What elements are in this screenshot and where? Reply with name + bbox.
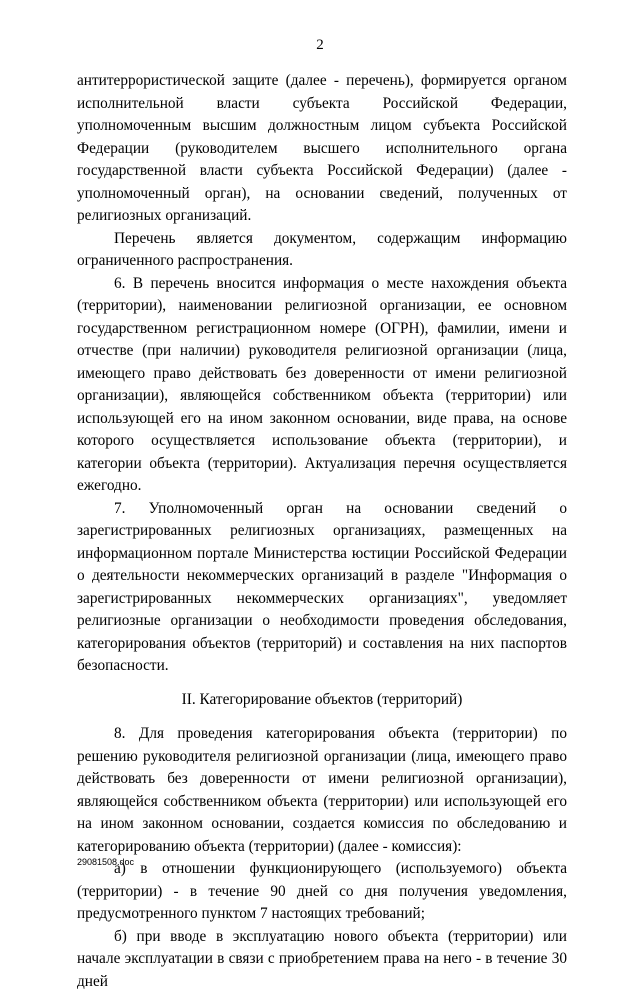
paragraph-continuation: антитеррористической защите (далее - перечень), формируется органом исполнительной власти субъекта Российской Федерации, уполномоченным высшим должностным лицом субъекта Российской Федерации (руководителем высшего исполнительного органа государственной власти субъекта Российской Федерации) (далее - уполномоченный орган), на основании сведений, полученных от религиозных организаций. [77, 70, 567, 228]
paragraph-item-6: 6. В перечень вносится информация о месте нахождения объекта (территории), наименовании религиозной организации, ее основном государственном регистрационном номере (ОГРН), фамилии, имени и отчестве (при наличии) руководителя религиозной организации (лица, имеющего право действовать без доверенности от имени религиозной организации), являющейся собственником объекта (территории) или использующей его на ином законном основании, виде права, на основе которого осуществляется использование объекта (территории), и категории объекта (территории). Актуализация перечня осуществляется ежегодно. [77, 273, 567, 498]
paragraph-subitem-a: а) в отношении функционирующего (используемого) объекта (территории) - в течение 90 дней со дня получения уведомления, предусмотренного пунктом 7 настоящих требований; [77, 858, 567, 926]
paragraph-list-status: Перечень является документом, содержащим информацию ограниченного распространения. [77, 228, 567, 273]
paragraph-item-8: 8. Для проведения категорирования объекта (территории) по решению руководителя религиозной организации (лица, имеющего право действовать без доверенности от имени религиозной организации), являющейся собственником объекта (территории) или использующей его на ином законном основании, создается комиссия по обследованию и категорированию объекта (территории) (далее - комиссия): [77, 723, 567, 858]
paragraph-item-7: 7. Уполномоченный орган на основании сведений о зарегистрированных религиозных организациях, размещенных на информационном портале Министерства юстиции Российской Федерации о деятельности некоммерческих организаций в разделе "Информация о зарегистрированных некоммерческих организациях", уведомляет религиозные организации о необходимости проведения обследования, категорирования объектов (территорий) и составления на них паспортов безопасности. [77, 498, 567, 678]
page-number: 2 [0, 37, 640, 54]
document-body [77, 70, 567, 993]
footer-filename: 29081508.doc [77, 857, 134, 867]
section-heading: II. Категорирование объектов (территорий) [77, 689, 567, 712]
paragraph-subitem-b: б) при вводе в эксплуатацию нового объекта (территории) или начале эксплуатации в связи с приобретением права на него - в течение 30 дней [77, 926, 567, 993]
